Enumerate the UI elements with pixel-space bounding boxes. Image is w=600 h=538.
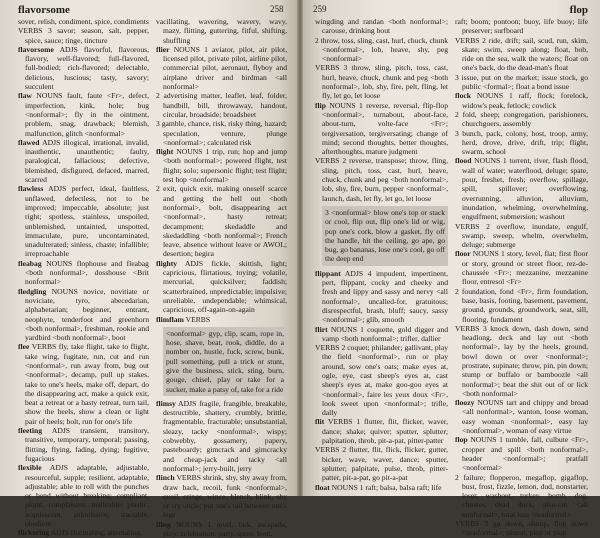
page-number-left: 258 [270,4,284,14]
entry-text: VERBS 2 coquet; philander; gallivant, play the field <nonformal>, run or play around, sow one's oats; make eyes at, ogle, eye, cast sheep's eyes at, cast sheep's eyes at, make goo-goo eyes at <nonformal>, faire les yeux doux <Fr>, look sweet upon <nonformal>; trifle, dally [315,343,448,418]
dictionary-entry [18,342,149,426]
dictionary-entry [315,269,448,325]
dictionary-entry [156,91,287,119]
dictionary-entry [455,435,588,472]
entry-headword: flavorsome [18,44,54,54]
left-column-2 [156,17,287,538]
dictionary-entry [156,520,287,538]
entry-text: ADJS fluctuating, alternating, [50,528,142,538]
left-column-1 [18,17,150,538]
dictionary-entry [455,36,588,73]
entry-text: NOUNS flophouse and fleabag <both nonformal>, dosshouse <Brit nonformal> [25,258,149,287]
entry-text: ADJS transient, transitory, transitive, temporary, temporal; passing, flitting, flying, fading, dying; fugitive, fugacious [25,426,150,463]
dictionary-entry [455,222,588,250]
nonformal-box: 3 <nonformal> blow one's top or stack or cool, flip out, flip one's lid or wig, pop one's cork, blow a gasket, fly off the handle, hit the ceiling, go ape, go bug, go bananas, lose one's cool, go off the deep end [322,206,448,266]
entry-text: NOUNS 1 trip, run; hop and jump <both nonformal>; powered flight, test flight; solo; supersonic flight; test flight; test hop <nonformal> [163,147,287,185]
dictionary-entry [18,138,149,184]
dictionary-entry [156,184,287,258]
entry-headword: flit [315,417,325,427]
entry-text: 3 gamble, chance, risk, risky thing, hazard; speculation, venture, plunge <nonformal>; calculated risk [156,119,287,147]
dictionary-entry [455,324,588,398]
page-number-right: 259 [313,4,327,14]
dictionary-entry [315,445,448,482]
dictionary-entry [455,249,588,286]
dictionary-entry [156,147,287,184]
dictionary-entry [315,483,448,492]
entry-text: 2 exit, quick exit, making oneself scarce and getting the hell out <both nonformal>, bolt, disappearing act <nonformal>, hasty retreat; decampment; skedaddle and skedaddling <both nonformal>; French leave, absence without leave or AWOL; desertion; hegira [156,184,287,259]
entry-text: NOUNS novice, novitiate or noviciate, tyro, abecedarian, alphabetarian; beginner, entrant, neophyte, tenderfoot and greenhorn <both nonformal>, freshman, rookie and yardbird <both nonformal>, boot [25,286,150,343]
entry-text: VERBS 1 flutter, flit, flicker, waver, dance; shake; quiver; sputter, splutter; palpitation, throb, pit-a-pat, pitter-patter [322,417,448,446]
entry-text: NOUNS 1 raff, flock; forelock, widow's peak, fetlock; cowlick [462,91,588,110]
entry-headword: flee [18,342,30,352]
entry-text: vacillating, wavering, wavery, wavy, mazy, flitting, guttering, fitful, shifting, shuffling [156,17,287,45]
dictionary-entry [18,463,149,528]
entry-text: raft; boom; pontoon; buoy, life buoy; life preserver; surfboard [455,17,588,36]
dictionary-entry [156,399,287,473]
dictionary-entry [315,343,448,417]
dictionary-entry [315,417,448,445]
dictionary-entry [18,287,149,343]
entry-headword: flighty [156,258,178,268]
entry-headword: flock [455,91,472,101]
dictionary-entry [315,206,448,266]
entry-text: NOUNS 1 coquette, gold digger and vamp <both nonformal>; trifler, dallier [322,324,448,343]
dictionary-entry [18,26,149,45]
entry-text: ADJS adaptable, adjustable, resourceful, supple; resilient, adaptable, adjustable; able to roll with the punches or bend without breaking; compliant, pliant, complaisant, malleable; plastic, acquiescent, submissive, tractable, obedient [25,463,149,529]
entry-text: 3 issue, put on the market; issue stock, go public <formal>; float a bond issue [455,72,588,92]
right-column-1 [315,17,448,494]
entry-text: ADJS perfect, ideal, faultless, unflawed, defectless, not to be improved; impeccable, absolute; just right; spotless, stainless, unspoiled, unblemished, untainted, unspotted, immaculate, pure, uncontaminated, unadulterated; sinless, chaste; infallible; irreproachable [25,184,149,259]
entry-headword: floor [455,249,471,259]
right-page [303,0,600,538]
entry-headword: flawed [18,137,40,147]
right-column-2 [455,17,588,538]
dictionary-entry [18,184,149,258]
dictionary-entry [18,91,149,137]
entry-text: ADJS fragile, frangible, breakable, destructible, shattery, crumbly, brittle, fragmentable, fracturable; unsubstantial, sleazy, tacky <nonformal>, wispy; cobwebby, gossamery, papery, pasteboardy; gimcrack and gimcracky and cheap-jack and tacky <all nonformal>; jerry-built, jerry [163,398,287,473]
entry-text: 3 bunch, pack, colony, host, troop, army, herd, drove, drive, drift, trip; flight, swarm, school [455,128,588,157]
dictionary-entry [18,259,149,287]
dictionary-entry [455,519,588,538]
entry-headword: flaw [18,91,32,101]
dictionary-entry [18,17,149,26]
dictionary-entry [156,45,287,91]
entry-headword: flop [455,435,468,445]
entry-text: VERBS [185,314,211,324]
entry-headword: flimsy [156,398,176,408]
entry-headword: flexible [18,463,42,473]
entry-headword: flip [315,100,326,110]
dictionary-entry [315,101,448,157]
entry-text: sover, relish, condiment, spice, condiments [18,17,149,26]
entry-text: NOUNS 1 tumble, fall, culbute <Fr>, cropper and spill <both nonformal>, header <nonformal>; pratfall <nonformal> [462,435,588,473]
entry-text: NOUNS 1 reverse, reversal, flip-flop <nonformal>, turnabout, about-face, about-turn, volte-face <Fr>; tergiversation, tergiversating; change of mind; second thoughts, better thoughts, afterthoughts, mature judgment [322,100,448,157]
dictionary-entry [455,287,588,324]
entry-headword: floozy [455,398,475,408]
entry-text: NOUNS 1 torrent, river, flash flood, wall of water; waterflood, deluge; spate, pour, freshet, fresh; overflow, spillage, spill, spillover; overflowing, overrunning, alluvion, alluvium, inundation, whelming, overwhelming, engulfment, submersion; washout [462,156,588,222]
entry-text: wingding and randan <both nonformal>; carouse, drinking bout [315,17,448,36]
dictionary-entry [455,156,588,221]
dictionary-entry [455,73,588,92]
entry-text: VERBS 3 go down, slump, flop down <nonformal>; plump, plop or plop [455,519,588,538]
entry-headword: fledgling [18,286,47,296]
entry-headword: flier [156,44,170,54]
entry-text: 2 foundation, fond <Fr>, firm foundation, base, basis, footing, basement, pavement, ground, grounds, groundwork, seat, sill, flooring, fundament [455,286,588,324]
entry-text: NOUNS 1 raft; balsa, balsa raft; life [331,482,442,492]
entry-text: ADJS fickle, skittish, light; capricious, flirtatious, toying; volatile, mercurial, quicksilver; faddish; scatterbrained, unpredictable; impulsive; unreliable, undependable; whimsical, capricious, off-again-on-again [163,258,287,315]
dictionary-entry [18,45,149,91]
right-columns [315,17,588,538]
dictionary-entry [315,63,448,100]
entry-text: 2 throw, toss, sling, cast, hurl, chuck, chunk <nonformal>, lob, heave, shy, peg <nonformal> [315,35,449,64]
entry-text: 2 failure; flopperoo, megaflop, gigaflop, bust, frost, fizzle, lemon, dud, nonstarter, loser, washout, turkey, bomb, dog, clunker, dead duck, also-ran <all nonformal>, total loss <nonformal> [455,472,588,519]
entry-text: VERBS 3 savor; season, salt, pepper, spice, sauce; tinge, tincture [18,26,149,45]
running-head-left: flavorsome [18,4,70,16]
entry-text: VERBS 3 knock down, dash down, send headlong, deck and lay out <both nonformal>, lay by the heels, ground, bowl down or over <nonformal>; prostrate, supinate; throw, pin, pin down; stump or buffalo or bamboozle <all nonformal>; beat the shit out of or lick <both nonformal> [455,323,588,398]
dictionary-entry [156,473,287,519]
dictionary-entry [455,398,588,435]
dictionary-entry [156,259,287,315]
entry-text: 2 fold, sheep; congregation, parishioners, churchgoers, assembly [455,109,588,129]
entry-text: ADJS illogical, irrational, invalid, inauthentic, unauthentic; faulty, paralogical, fallacious; defective, blemished, disfigured, defaced, marred, scarred [25,137,150,185]
dictionary-entry [455,110,588,129]
dictionary-entry [455,91,588,110]
entry-text: NOUNS fault, faute <Fr>, defect, imperfection, kink, hole; bug <nonformal>; fly in the ointment, problem, snag, drawback; blemish, malfunction, glitch <nonformal> [25,91,149,138]
entry-text: 2 advertising matter, leaflet, leaf, folder, handbill, bill, throwaway, handout, circular, broadside; broadsheet [156,91,287,119]
entry-headword: float [315,482,330,492]
running-head-right: flop [569,4,588,16]
entry-text: VERBS 2 overflow, inundate, engulf, swamp, sweep, whelm, overwhelm, deluge; submerge [455,221,588,250]
dictionary-entry [315,17,448,36]
entry-text: NOUNS tart and chippy and broad <all nonformal>, wanton, loose woman, easy woman <nonformal>, easy lay <nonformal>, woman of easy virtue [462,398,588,436]
dictionary-entry [315,156,448,202]
nonformal-box: <nonformal> gyp, clip, scam, rope in, hose, shave, beat, rook, diddle, do a number on, hustle, fuck, screw, bunk, pull something, pull a trick or stunt, give the business, stick, sting, burn, gouge, chisel, play or take for a sucker, make a patsy of, take for a ride [163,327,287,396]
entry-text: VERBS shrink, shy, shy away from, draw back, recoil, funk <nonformal>, quail, cringe, wince, blench, blink, shy or cry uncle; put one's tail between one's legs [163,473,287,520]
entry-headword: flimflam [156,314,184,324]
entry-headword: flawless [18,184,44,194]
dictionary-entry [156,315,287,396]
entry-text: VERBS 2 flutter, flit, flick, flicker, gutter, bicker, wave, waver, dance; sputter, splutter; palpitate, pulse, throb, pitter-patter, pit-a-pat, go pit-a-pat [315,445,448,483]
dictionary-entry [315,36,448,64]
entry-headword: flood [455,156,472,166]
dictionary-entry [455,129,588,157]
entry-headword: flight [156,147,174,157]
entry-text: NOUNS 1 aviator, pilot, air pilot, licensed pilot, private pilot, airline pilot, commercial pilot, aeronaut, flyboy and airplane driver and birdman <all nonformal> [163,44,287,92]
dictionary-entry [455,17,588,36]
dictionary-entry [156,17,287,45]
entry-text: NOUNS 1 story, level, flat; first floor or story, ground or street floor, rez-de-chaussée <Fr>; mezzanine, mezzanine floor, entresol <Fr> [462,249,588,287]
entry-headword: flinch [156,473,175,483]
entry-text: ADJS 4 impudent, impertinent, pert, flippant, cocky and cheeky and fresh and lippy and sassy and nervy <all nonformal>, uncalled-for, gratuitous; disrespectful, brash, bluff; saucy, sassy <nonformal>; glib, smooth [322,268,448,325]
entry-headword: flickering [18,528,50,538]
entry-headword: flirt [315,324,328,334]
dictionary-entry [18,426,149,463]
entry-headword: flippant [315,268,341,278]
entry-headword: fling [156,519,171,529]
dictionary-entry [18,528,149,537]
left-page [0,0,297,538]
dictionary-entry [315,325,448,344]
entry-text: VERBS 2 reverse, transpose; throw, fling, sling, pitch, toss, cast, hurl, heave, chuck, chunk and peg <both nonformal>, lob, shy, fire, burn, pepper <nonformal>, launch, dash, let fly, let go, let loose [315,156,448,203]
dictionary-entry [156,119,287,147]
dictionary-entry [455,473,588,519]
entry-text: VERBS 3 throw, sling, pitch, toss, cast, hurl, heave, chuck, chunk and peg <both nonformal>, lob, shy, fire, pelt, fling, let fly, let go, let loose [315,63,448,101]
entry-text: VERBS fly, take flight, take to flight, take wing, fugitate, run, cut and run <nonformal>, run away from, bug out <nonformal>, decamp, pull up stakes, take to one's heels, make off, depart, do the disappearing act, make a quick exit, beat a retreat or a hasty retreat, turn tail, show the heels, show a clean or light pair of heels; bolt, run for one's life [25,342,150,426]
entry-headword: fleeting [18,426,43,436]
entry-text: ADJS flavorful, flavorous, flavory, well-flavored; full-flavored, full-bodied; rich-flavored; delectable, delicious, luscious; tasty, savory; succulent [25,44,149,92]
left-columns [18,17,287,538]
entry-text: NOUNS 1 revel, lark, escapade, ploy; celebration; party, spree, bout, [163,519,287,538]
entry-text: VERBS 2 ride, drift; sail, scud, run, skim, skate; swim, sweep along; float, bob, ride on the sea, walk the waters; float on one's back, do the dead-man's float [455,35,588,73]
entry-headword: fleabag [18,258,42,268]
